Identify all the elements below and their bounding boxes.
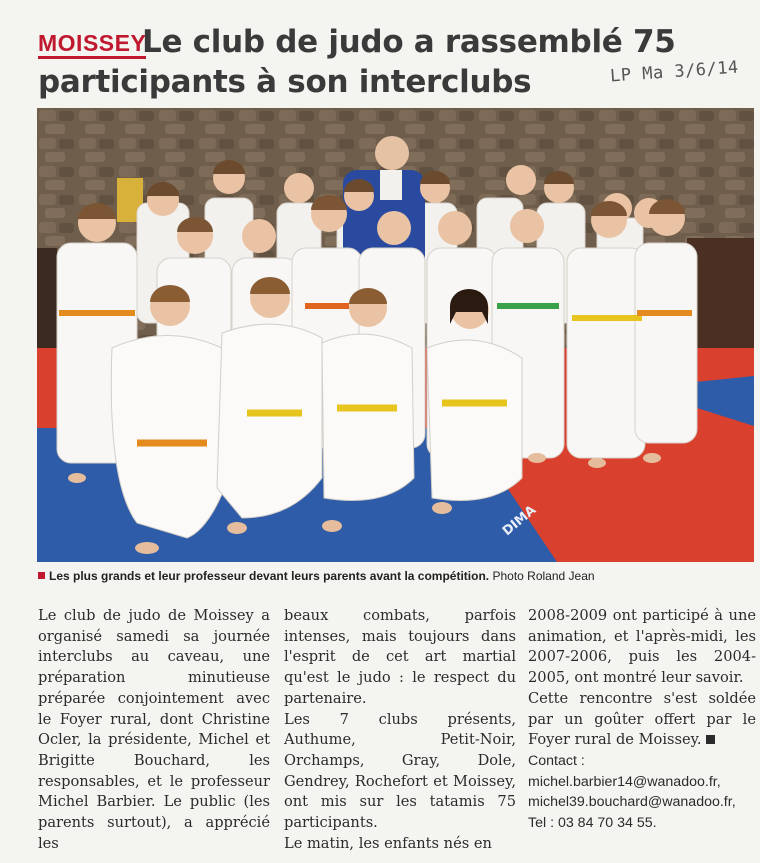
caption-text: Les plus grands et leur professeur devant leurs parents avant la compétition. [49,569,490,583]
paragraph: beaux combats, parfois intenses, mais toujours dans l'esprit de cet art martial qu'est le judo : le respect du partenaire. [284,607,516,707]
photo-credit: Photo Roland Jean [492,569,595,583]
photo-illustration [37,108,754,562]
paragraph: 2008-2009 ont participé à une animation, et l'après-midi, les 2007-2006, puis les 2004-2005, ont montré leur savoir. [528,607,756,687]
paragraph: Le matin, les enfants nés en [284,834,492,852]
article-column-1 [38,606,270,854]
group-photo [37,108,754,562]
contact-email-1: michel.barbier14@wanadoo.fr, [528,773,721,790]
section-kicker: MOISSEY [38,30,146,59]
end-of-article-mark [706,735,715,744]
contact-label: Contact : [528,752,585,769]
paragraph: Les 7 clubs présents, Authume, Petit-Noir, Orchamps, Gray, Dole, Gendrey, Rochefort et Moissey, ont mis sur les tatamis 75 participants. [284,710,516,832]
paragraph [528,689,756,751]
handwritten-note: LP Ma 3/6/14 [609,57,740,87]
caption-marker [38,572,45,579]
headline: Le club de judo a rassemblé 75 participants à son interclubs [38,24,676,100]
mat-brand: DIMA [499,502,540,540]
article-column-3 [528,606,756,834]
photo-caption [38,569,754,583]
article-column-2 [284,606,516,854]
contact-email-2: michel39.bouchard@wanadoo.fr, Tel : 03 84 70 34 55. [528,794,736,832]
paragraph: Le club de judo de Moissey a organisé samedi sa journée interclubs au caveau, une préparation minutieuse préparée conjointement avec le Foyer rural, dont Christine Ocler, la présidente, Michel et Brigitte Bouchard, les responsables, et le professeur Michel Barbier. Le public (les parents surtout), a apprécié les [38,607,270,852]
closing-sentence: Cette rencontre s'est soldée par un goûter offert par le Foyer rural de Moissey. [528,689,756,749]
